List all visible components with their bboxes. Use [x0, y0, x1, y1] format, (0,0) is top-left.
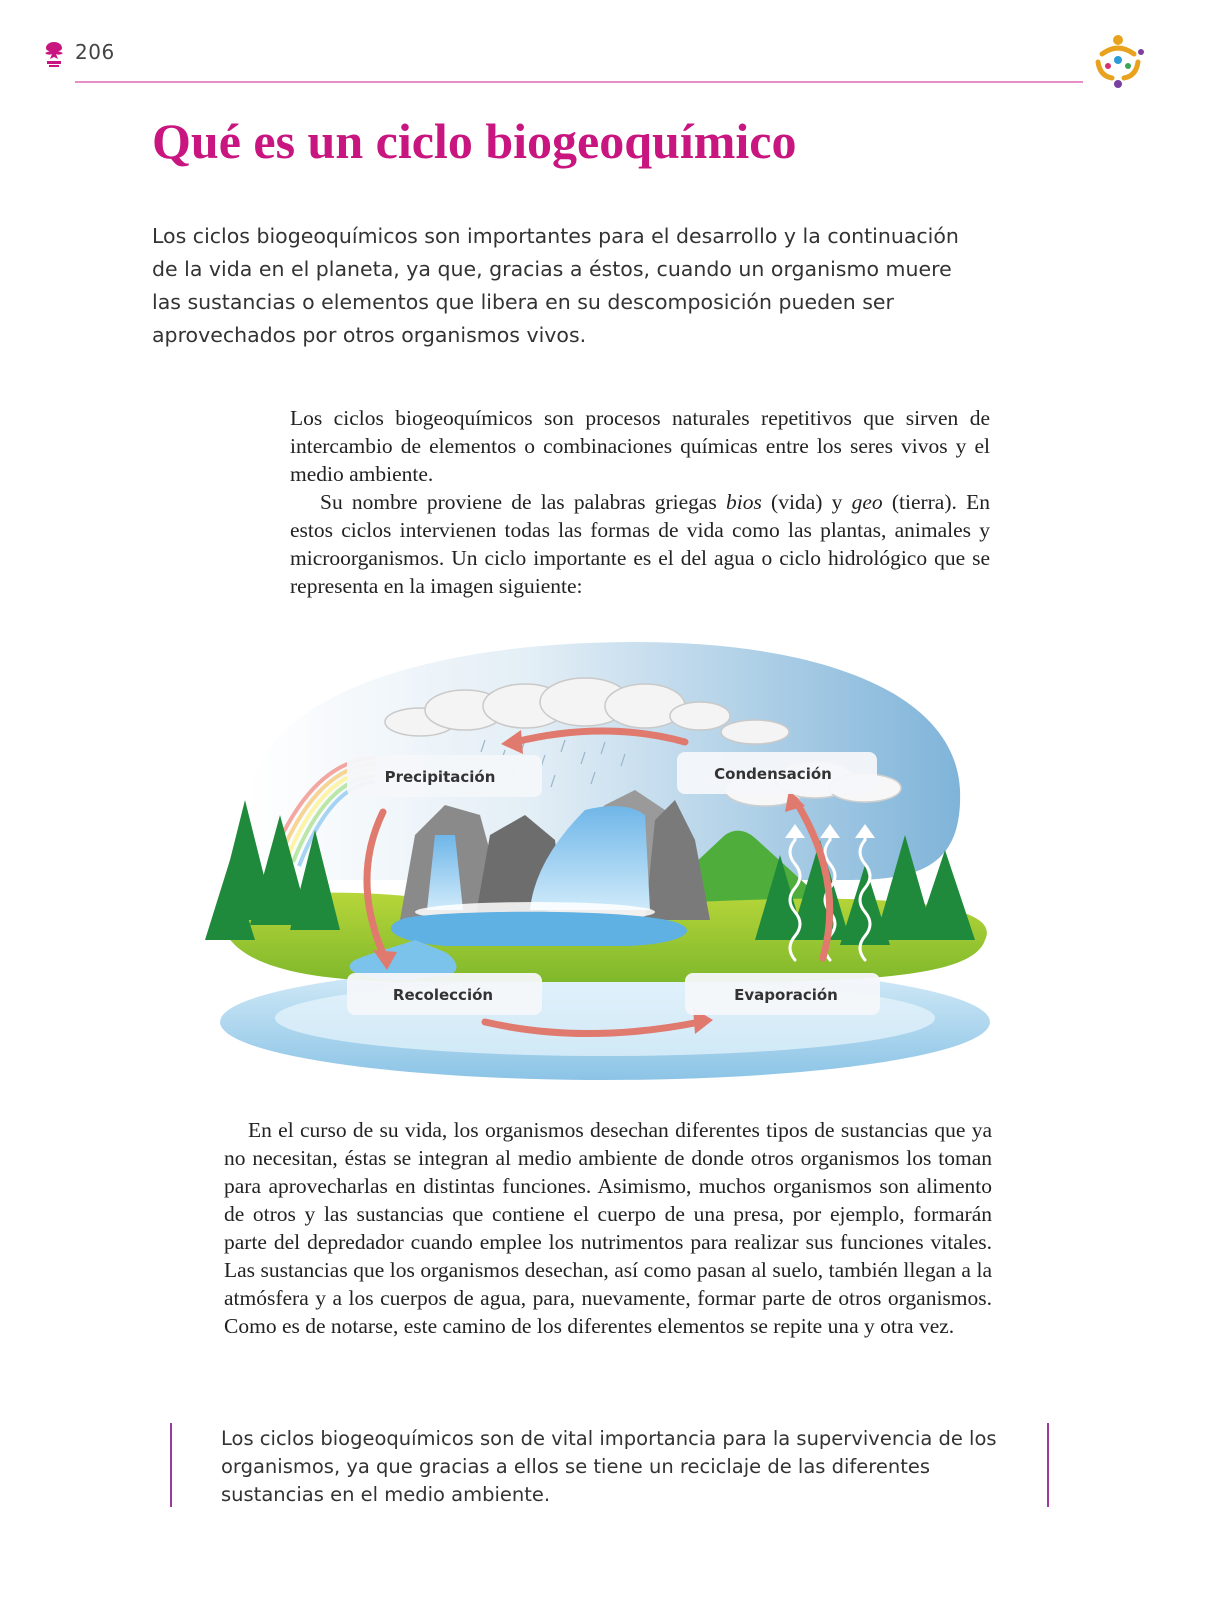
label-evaporation [685, 973, 880, 1015]
header-rule [75, 81, 1083, 83]
body-text [224, 1116, 992, 1340]
colorful-figure-logo-icon [1088, 32, 1148, 90]
definition-paragraph-1: Los ciclos biogeoquímicos son procesos naturales repetitivos que sirven de intercambio de elementos o combinaciones químicas entre los seres vivos y el medio ambiente. [290, 406, 990, 486]
summary-bar-left [170, 1423, 172, 1507]
p2-before: Su nombre proviene de las palabras griegas [320, 490, 726, 514]
label-precipitation [347, 755, 542, 797]
label-collection-text: Recolección [392, 986, 494, 1004]
summary-paragraph: Los ciclos biogeoquímicos son de vital importancia para la supervivencia de los organismos, ya que gracias a ellos se tiene un reciclaje de las diferentes sustancias en el medio ambiente. [221, 1427, 997, 1506]
summary-bar-right [1047, 1423, 1049, 1507]
label-collection [347, 973, 542, 1015]
page-title: Qué es un ciclo biogeoquímico [152, 113, 797, 169]
eagle-emblem-icon [41, 40, 67, 68]
p2-after: (tierra). En estos ciclos intervienen todas las formas de vida como las plantas, animales y microorganismos. Un ciclo importante es el del agua o ciclo hidrológico que se representa en la imagen siguiente: [290, 490, 990, 598]
page-number: 206 [75, 40, 115, 64]
label-condensation [677, 752, 877, 794]
label-condensation-text: Condensación [714, 765, 832, 783]
body-paragraph: En el curso de su vida, los organismos desechan diferentes tipos de sustancias que ya no necesitan, éstas se integran al medio ambiente de donde otros organismos los toman para aprovecharlas en distintas funciones. Asimismo, muchos organismos son alimento de otros y las sustancias que contiene el cuerpo de una presa, por ejemplo, formarán parte del depredador cuando emplee los nutrimentos para realizar sus funciones vitales. Las sustancias que los organismos desechan, así como pasan al suelo, también llegan a la atmósfera y a los cuerpos de agua, para, nuevamente, formar parte de otros organismos. Como es de notarse, este camino de los diferentes elementos se repite una y otra vez. [224, 1118, 992, 1338]
word-geo: geo [851, 490, 883, 514]
pond [391, 912, 687, 946]
word-bios: bios [726, 490, 762, 514]
water-cycle-illustration [205, 640, 1015, 1095]
intro-paragraph: Los ciclos biogeoquímicos son importantes para el desarrollo y la continuación de la vida en el planeta, ya que, gracias a éstos, cuando un organismo muere las sustancias o elementos que libera en su descomposición pueden ser aprovechados por otros organismos vivos. [152, 224, 959, 347]
label-evaporation-text: Evaporación [734, 986, 838, 1004]
definition-text [290, 404, 990, 600]
label-precipitation-text: Precipitación [384, 768, 496, 786]
p2-mid: (vida) y [761, 490, 852, 514]
definition-paragraph-2 [290, 488, 990, 600]
